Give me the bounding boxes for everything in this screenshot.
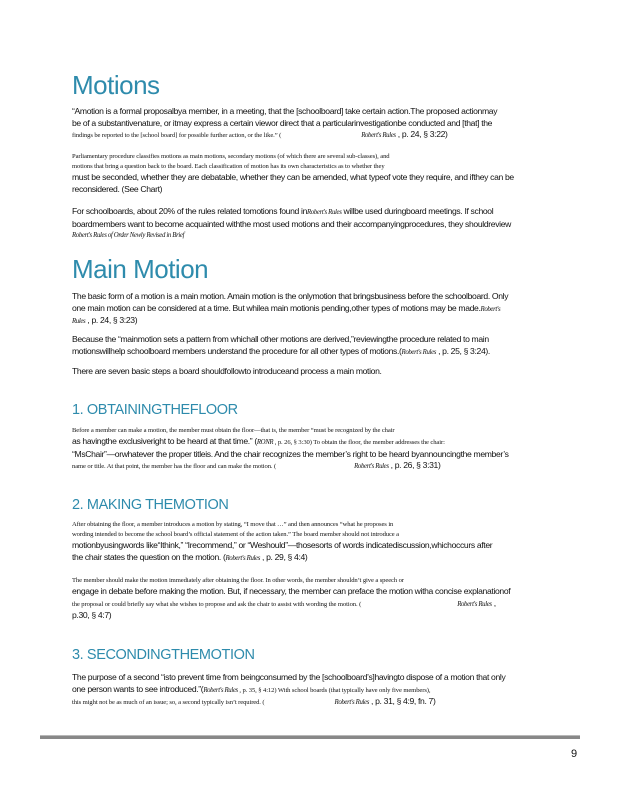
heading-obtaining-the-floor: 1. OBTAININGTHEFLOOR: [72, 402, 238, 418]
text-run: the chair states the question on the motion. (: [72, 551, 226, 562]
text-line: [72, 552, 550, 565]
text-line: Because the “mainmotion sets a pattern from whichall other motions are derived,”reviewingthe procedure related to main: [72, 334, 489, 344]
text-run: , p. 35, § 4:12) With school boards (that typically have only five members),: [237, 686, 431, 694]
citation: Robert's Rules of Order Newly Revised in Brief: [72, 232, 185, 239]
citation: Robert's: [480, 305, 501, 313]
text-run: , p. 26, § 3:31): [388, 460, 441, 470]
heading-seconding-the-motion: 3. SECONDINGTHEMOTION: [72, 647, 255, 663]
text-run: one main motion can be considered at a time. But whilea main motionis pending,other types of motions may be made.: [72, 302, 481, 313]
citation: Robert's Rules: [307, 209, 342, 216]
citation: Robert's Rules: [225, 554, 260, 562]
text-line: p.30, § 4:7): [72, 610, 112, 620]
text-run: willbe used duringboard meetings. If school: [341, 206, 494, 216]
citation: Robert's Rules: [361, 132, 396, 139]
text-line: After obtaining the floor, a member introduces a motion by stating, “I move that …” and then announces “what he proposes in: [72, 521, 394, 528]
text-line: motions that bring a question back to the board. Each classification of motion has its own characteristics as to whether they: [72, 163, 385, 170]
text-line: The member should make the motion immediately after obtaining the floor. In other words, the member shouldn’t give a speech or: [72, 577, 404, 584]
text-line: [72, 346, 550, 359]
text-line: wording intended to become the school board’s official statement of the action taken.” The board member should not introduce a: [72, 531, 400, 538]
heading-making-the-motion: 2. MAKING THEMOTION: [72, 497, 229, 513]
citation: Rules: [72, 318, 86, 325]
motions-paragraph-1: [72, 106, 550, 142]
text-run: the proposal or could briefly say what she wishes to propose and ask the chair to assist with wording the motion. (: [72, 600, 362, 608]
citation: Robert's Rules: [203, 686, 238, 694]
text-line: [72, 598, 550, 611]
motions-paragraph-2: [72, 152, 550, 195]
page-number: 9: [571, 748, 578, 760]
text-run: findings be reported to the [school board] for possible further action, or the like.” (: [72, 132, 282, 139]
making-motion-paragraph-1: [72, 520, 550, 564]
main-motion-paragraph-1: [72, 291, 550, 328]
text-line: be of a substantivenature, or itmay express a certain viewor direct that a particularinvestigationbe conducted and [that] the: [72, 117, 493, 128]
main-motion-paragraph-3: [72, 366, 550, 378]
footer-rule: [40, 735, 580, 739]
motions-paragraph-3: [72, 206, 550, 242]
text-run: , p. 31, § 4:9, fn. 7): [369, 696, 436, 706]
text-run: , p. 29, § 4:4): [260, 551, 308, 562]
text-line: must be seconded, whether they are debatable, whether they can be amended, what typeof vote they require, and ifthey can be: [72, 172, 514, 182]
main-motion-paragraph-2: [72, 334, 550, 358]
obtaining-floor-paragraph: [72, 426, 550, 473]
heading-motions: Motions: [72, 70, 160, 100]
text-line: [72, 436, 550, 449]
text-line: [72, 303, 550, 316]
text-run: one person wants to see introduced.”(: [72, 683, 204, 694]
text-run: , p. 24, § 3:22): [395, 129, 448, 139]
text-line: engage in debate before making the motion. But, if necessary, the member can preface the motion witha concise explanationof: [72, 586, 511, 596]
text-line: [72, 315, 550, 328]
heading-main-motion: Main Motion: [72, 254, 209, 284]
citation: Robert's Rules: [401, 348, 437, 356]
text-line: [72, 684, 550, 697]
text-line: [72, 129, 550, 142]
making-motion-paragraph-2: [72, 576, 550, 622]
text-run: this might not be as much of an issue; so, a second typically isn’t required. (: [72, 699, 265, 706]
text-line: [72, 460, 550, 473]
text-line: “Amotion is a formal proposalbya member, in a meeting, that the [schoolboard] take certain action.The proposed actionmay: [72, 106, 498, 116]
text-line: [72, 696, 550, 709]
text-run: motionswillhelp schoolboard members understand the procedure for all other types of motions.(: [72, 345, 402, 356]
text-line: Parliamentary procedure classifies motions as main motions, secondary motions (of which there are several sub-classes), and: [72, 153, 390, 160]
seconding-motion-paragraph: [72, 672, 550, 709]
text-line: “MsChair”—orwhatever the proper titleis. And the chair recognizes the member’s right to be heard byannouncingthe member’s: [72, 448, 509, 459]
citation: Robert's Rules: [354, 463, 389, 470]
text-line: boardmembers want to become acquainted withthe most used motions and their accompanyingprocedures, they shouldreview: [72, 218, 512, 229]
citation: Robert's Rules: [334, 699, 370, 706]
citation: Robert's Rules: [457, 600, 492, 608]
text-line: The basic form of a motion is a main motion. Amain motion is the onlymotion that bringsbusiness before the schoolboard. Only: [72, 291, 509, 301]
text-run: ,: [491, 597, 496, 608]
text-run: , p. 25, § 3:24).: [436, 345, 490, 356]
text-run: , p. 24, § 3:23): [85, 315, 138, 325]
text-line: motionbyusingwords like“Ithink,” “Irecommend,” or “Weshould”—thosesorts of words indicatediscussion,whichoccurs after: [72, 540, 493, 550]
text-line: [72, 206, 550, 219]
text-line: reconsidered. (See Chart): [72, 183, 163, 194]
text-run: , p. 26, § 3:30) To obtain the floor, the member addresses the chair:: [273, 439, 445, 446]
text-line: Before a member can make a motion, the member must obtain the floor—that is, the member “must be recognized by the chair: [72, 427, 395, 434]
text-line: The purpose of a second “isto prevent time from beingconsumed by the [schoolboard’s]havingto dispose of a motion that only: [72, 672, 506, 682]
citation: RONR: [256, 439, 274, 446]
text-run: For schoolboards, about 20% of the rules related tomotions found in: [72, 206, 307, 216]
text-run: as havingthe exclusiveright to be heard at that time.” (: [72, 436, 257, 446]
text-run: name or title. At that point, the member has the floor and can make the motion. (: [72, 463, 277, 470]
text-line: There are seven basic steps a board shouldfollowto introduceand process a main motion.: [72, 366, 382, 376]
